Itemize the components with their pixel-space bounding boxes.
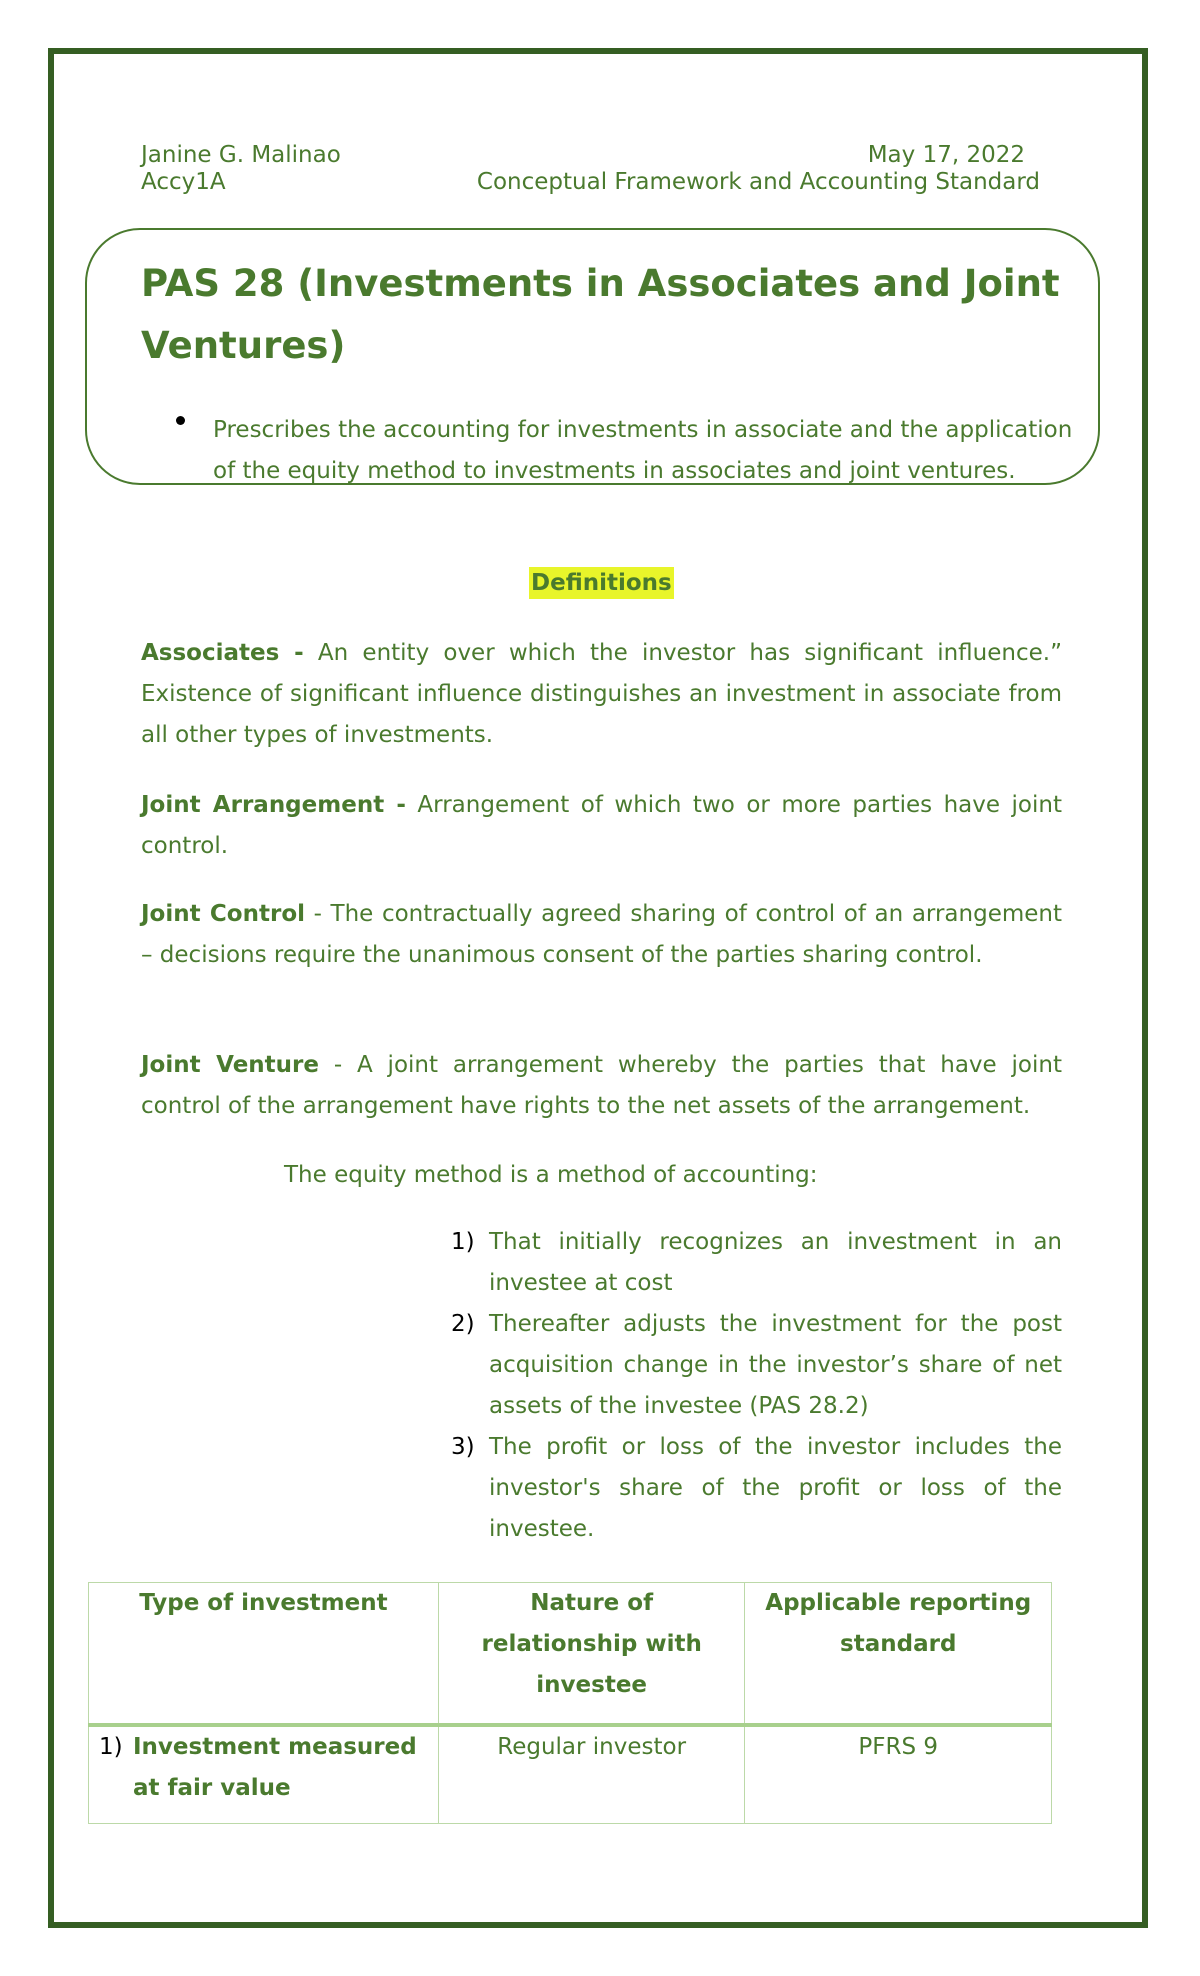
- list-number: 2): [451, 1311, 475, 1337]
- cell-standard: PFRS 9: [745, 1725, 1052, 1824]
- row-number: 1): [99, 1734, 123, 1760]
- definitions-heading: Definitions: [529, 567, 674, 599]
- definition-term: Joint Control: [141, 901, 306, 927]
- column-header-nature: Nature of relationship with investee: [438, 1583, 745, 1726]
- column-header-type: Type of investment: [89, 1583, 439, 1726]
- cell-type: [89, 1725, 439, 1824]
- definition-text: - The contractually agreed sharing of control of an arrangement – decisions require the unanimous consent of the parties sharing control.: [141, 901, 1063, 968]
- page-title: PAS 28 (Investments in Associates and Joint Ventures): [141, 262, 1060, 367]
- list-item: [451, 1427, 1062, 1550]
- list-item-text: Thereafter adjusts the investment for the post acquisition change in the investor’s share of net assets of the investee (PAS 28.2): [489, 1311, 1062, 1419]
- table-header-row: [89, 1583, 1052, 1726]
- list-item: [451, 1304, 1062, 1427]
- list-number: 3): [451, 1434, 475, 1460]
- definition-joint-control: [141, 894, 1062, 976]
- course-title: Conceptual Framework and Accounting Standard: [476, 169, 1040, 195]
- definition-associates: [141, 633, 1062, 756]
- equity-method-intro: The equity method is a method of accounting:: [284, 1162, 818, 1188]
- bullet-marker: [176, 416, 185, 425]
- list-item-text: That initially recognizes an investment in an investee at cost: [489, 1229, 1062, 1296]
- cell-nature: Regular investor: [438, 1725, 745, 1824]
- column-header-standard: Applicable reporting standard: [745, 1583, 1052, 1726]
- class-section: Accy1A: [141, 169, 226, 195]
- header-right: [477, 142, 1040, 196]
- definition-text: Arrangement of which two or more parties have joint control.: [141, 792, 1062, 859]
- definition-text: An entity over which the investor has significant influence.” Existence of significant influence distinguishes an investment in associate from all other types of investments.: [141, 640, 1062, 748]
- document-date: May 17, 2022: [867, 142, 1025, 168]
- investment-table: [88, 1582, 1052, 1824]
- definition-text: - A joint arrangement whereby the parties that have joint control of the arrangement have rights to the net assets of the arrangement.: [141, 1052, 1062, 1119]
- table-row: [89, 1725, 1052, 1824]
- summary-bullet: Prescribes the accounting for investments in associate and the application of the equity method to investments in associates and joint ventures.: [213, 417, 1073, 484]
- definition-joint-arrangement: [141, 785, 1062, 867]
- definition-term: Joint Arrangement -: [141, 792, 406, 818]
- definition-term: Associates -: [141, 640, 304, 666]
- equity-method-list: [451, 1222, 1062, 1550]
- list-number: 1): [451, 1229, 475, 1255]
- author-name: Janine G. Malinao: [141, 142, 341, 168]
- header-left: [141, 142, 341, 196]
- row-type-label: Investment measured at fair value: [133, 1734, 417, 1801]
- list-item-text: The profit or loss of the investor includes the investor's share of the profit or loss of the investee.: [489, 1434, 1062, 1542]
- list-item: [451, 1222, 1062, 1304]
- definition-term: Joint Venture: [141, 1052, 319, 1078]
- definition-joint-venture: [141, 1045, 1062, 1127]
